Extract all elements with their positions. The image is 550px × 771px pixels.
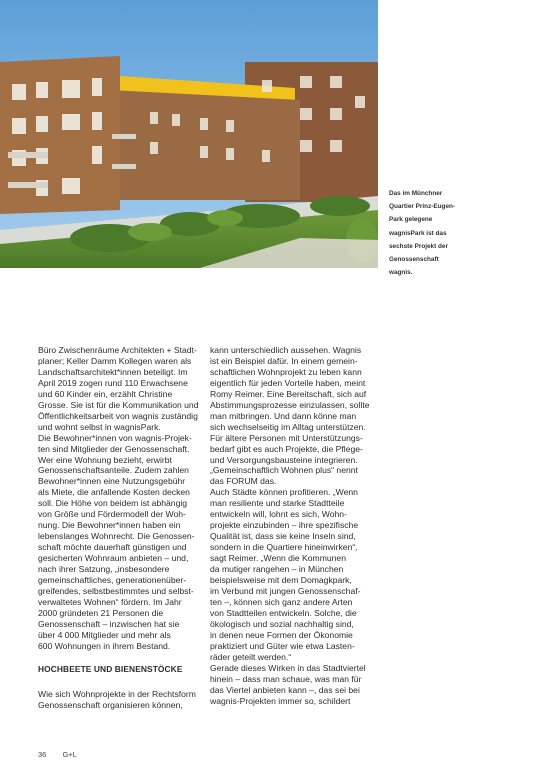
text-line: sich wechselseitig im Alltag unterstützen. — [210, 421, 366, 432]
text-line: ten –, können sich ganz andere Arten — [210, 596, 353, 607]
section-heading: HOCHBEETE UND BIENENSTÖCKE — [38, 663, 183, 674]
text-line: sagt Reimer. „Wenn die Kommunen — [210, 553, 346, 564]
caption-line: wagnis. — [389, 269, 413, 277]
caption-line: Park gelegene — [389, 216, 433, 224]
text-line: nung. Die Bewohner*innen haben ein — [38, 520, 181, 531]
text-line: Abstimmungsprozesse einzulassen, sollte — [210, 399, 370, 410]
text-line: kann unterschiedlich aussehen. Wagnis — [210, 345, 362, 355]
caption-line: wagnisPark ist das — [389, 229, 447, 237]
text-line: schaft möchte dauerhaft günstigen und — [38, 542, 187, 553]
text-line: „Gemeinschaftlich Wohnen plus“ nennt — [210, 465, 358, 476]
text-line: Die Bewohner*innen von wagnis-Projek- — [38, 432, 192, 443]
text-line: soll. Die Höhe von beidem ist abhängig — [38, 498, 188, 509]
photo-caption — [389, 187, 494, 279]
text-line: wagnis-Projekten immer so, schildert — [210, 695, 351, 706]
text-line: Für ältere Personen mit Unterstützungs- — [210, 432, 363, 443]
text-line: nach ihrer Satzung, „insbesondere — [38, 564, 170, 575]
text-line: 2000 gründeten 21 Personen die — [38, 607, 164, 618]
text-line: Genossenschaft organisieren können, — [38, 699, 183, 710]
text-line: greifendes, selbstbestimmtes und selbst- — [38, 585, 194, 596]
text-line: Genossenschaftsanteile. Zudem zahlen — [38, 465, 189, 476]
text-line: verwaltetes Wohnen“ fördern. Im Jahr — [38, 596, 182, 607]
caption-line: Genossenschaft — [389, 256, 439, 264]
text-line: projekte einzubinden – ihre spezifische — [210, 520, 359, 531]
text-line: Genossenschaft – inzwischen hat sie — [38, 618, 180, 629]
text-line: lebenslanges Wohnrecht. Die Genossen- — [38, 531, 195, 542]
text-line: gesicherten Wohnraum anbieten – und, — [38, 553, 189, 564]
text-line: Bewohner*innen eine Nutzungsgebühr — [38, 476, 186, 487]
text-line: und Versorgungsbausteine integrieren. — [210, 454, 358, 465]
text-line: gemeinschaftliches, generationenüber- — [38, 575, 187, 586]
text-line: von Größe und Fördermodell der Woh- — [38, 509, 186, 520]
text-line: Landschaftsarchitekt*innen beteiligt. Im — [38, 366, 188, 377]
text-line: Romy Reimer. Eine Bereitschaft, sich auf — [210, 388, 367, 399]
text-line: Wie sich Wohnprojekte in der Rechtsform — [38, 688, 196, 699]
text-line: Wer eine Wohnung bezieht, erwirbt — [38, 454, 172, 465]
text-line: praktiziert und Güter wie etwa Lasten- — [210, 640, 355, 651]
text-line: Büro Zwischenräume Architekten + Stadt- — [38, 345, 197, 355]
text-line: ten sind Mitglieder der Genossenschaft. — [38, 443, 190, 454]
text-line: da mutiger rangehen – in München — [210, 564, 344, 575]
caption-line: Das im Münchner — [389, 190, 443, 197]
text-line: schaftlichen Wohnprojekt zu leben kann — [210, 366, 362, 377]
text-line: das Viertel anbieten kann –, das sei bei — [210, 684, 360, 695]
text-line: von Stadtteilen entwickeln. Solche, die — [210, 607, 357, 618]
right-text-column — [210, 345, 368, 706]
caption-line: Quartier Prinz-Eugen- — [389, 203, 456, 211]
text-line: ökologisch und sozial nachhaltig sind, — [210, 618, 354, 629]
text-line: im Verbund mit jungen Genossenschaf- — [210, 585, 361, 596]
text-line: April 2019 zogen rund 110 Erwachsene — [38, 377, 188, 388]
text-line: planer; Keller Damm Kollegen waren als — [38, 355, 192, 366]
text-line: in denen neue Formen der Ökonomie — [210, 629, 353, 640]
caption-line: sechste Projekt der — [389, 242, 448, 250]
text-line: man mitbringen. Und dann könne man — [210, 410, 357, 421]
text-line: und wohnt selbst in wagnisPark. — [38, 421, 161, 432]
text-line: und 60 Kinder ein, erzählt Christine — [38, 388, 173, 399]
page-footer — [38, 750, 91, 759]
left-text-column — [38, 345, 199, 711]
text-line: bedarf gibt es auch Projekte, die Pflege- — [210, 443, 363, 454]
text-line: Grosse. Sie ist für die Kommunikation und — [38, 399, 199, 410]
text-line: räder geteilt werden.“ — [210, 651, 292, 662]
text-line: entwickeln will, lohnt es sich, Wohn- — [210, 509, 347, 520]
text-line: man resiliente und starke Stadtteile — [210, 498, 345, 509]
text-line: Auch Städte können profitieren. „Wenn — [210, 487, 358, 498]
text-line: eigentlich für jeden Vorteile haben, meint — [210, 377, 366, 388]
text-line: ist ein Beispiel dafür. In einem gemein- — [210, 355, 358, 366]
text-line: sondern in die Quartiere hineinwirken“, — [210, 542, 358, 553]
text-line: über 4 000 Mitglieder und mehr als — [38, 629, 171, 640]
text-line: Öffentlichkeitsarbeit von wagnis zuständig — [38, 410, 198, 421]
text-line: 600 Wohnungen in ihrem Bestand. — [38, 640, 171, 651]
text-line: Qualität ist, dass sie keine Inseln sind, — [210, 531, 356, 542]
magazine-name: G+L — [62, 750, 77, 759]
text-line: als Miete, die anfallende Kosten decken — [38, 487, 190, 498]
page-number: 36 — [38, 750, 47, 759]
text-line: das FORUM das. — [210, 476, 277, 487]
text-line: hinein – dass man schaue, was man für — [210, 673, 362, 684]
building-photo — [0, 0, 378, 268]
text-line: Gerade dieses Wirken in das Stadtviertel — [210, 662, 366, 673]
text-line: beispielsweise mit dem Domagkpark, — [210, 575, 352, 586]
